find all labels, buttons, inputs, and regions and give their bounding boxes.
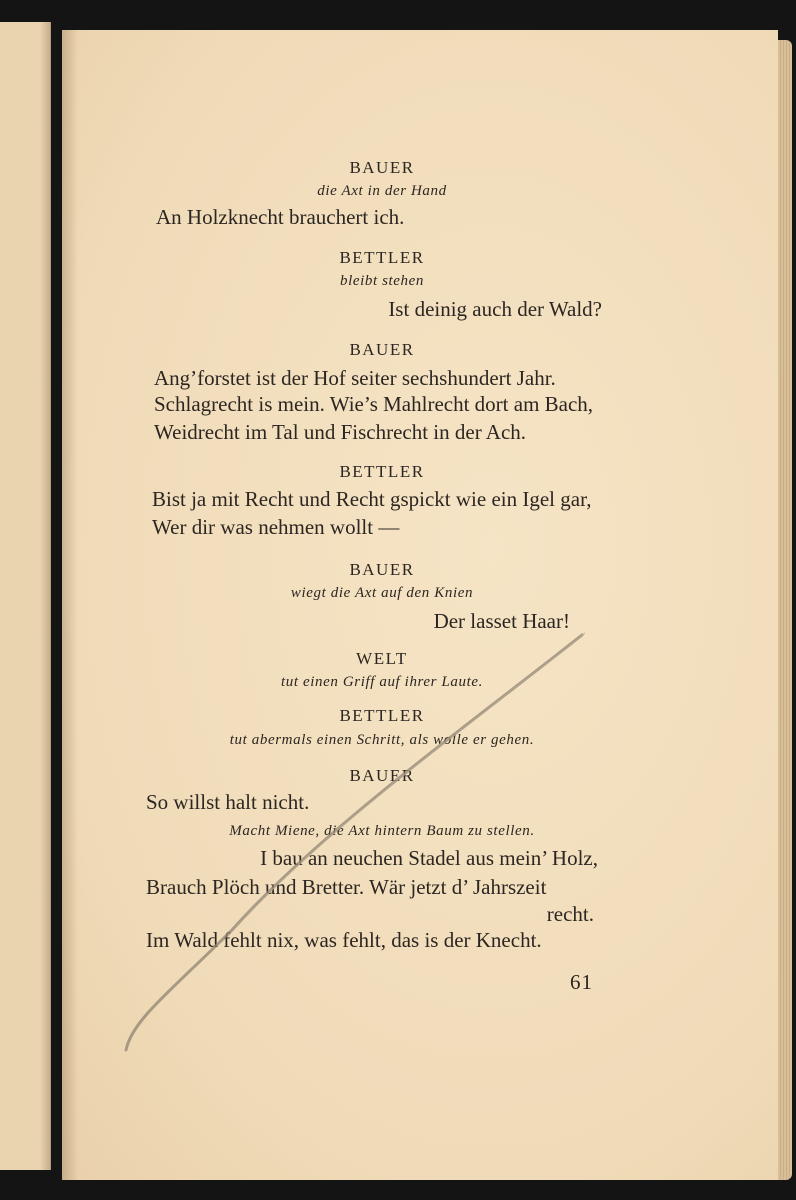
verse-line: Im Wald fehlt nix, was fehlt, das is der Knecht.	[146, 928, 542, 952]
stage-direction: tut abermals einen Schritt, als wolle er gehen.	[229, 732, 535, 748]
verse-line: Wer dir was nehmen wollt —	[152, 515, 400, 539]
stage-direction: wiegt die Axt auf den Knien	[290, 585, 474, 601]
speaker-name: WELT	[356, 649, 408, 668]
left-page-edge	[0, 22, 51, 1170]
stage-direction: tut einen Griff auf ihrer Laute.	[281, 674, 483, 690]
verse-line: An Holzknecht brauchert ich.	[156, 205, 405, 229]
verse-line: Ang’forstet ist der Hof seiter sechshundert Jahr.	[154, 366, 556, 390]
speaker-name: BAUER	[349, 766, 415, 785]
stage-direction: Macht Miene, die Axt hintern Baum zu stellen.	[229, 823, 535, 839]
book-page	[62, 30, 778, 1180]
verse-line: recht.	[546, 902, 594, 926]
verse-line: Weidrecht im Tal und Fischrecht in der Ach.	[154, 420, 527, 444]
verse-line: Brauch Plöch und Bretter. Wär jetzt d’ Jahrszeit	[146, 875, 547, 899]
speaker-name: BETTLER	[339, 462, 425, 481]
gutter-shadow	[62, 30, 78, 1180]
speaker-name: BETTLER	[339, 248, 425, 267]
verse-line: Bist ja mit Recht und Recht gspickt wie ein Igel gar,	[152, 487, 592, 511]
speaker-name: BAUER	[349, 158, 415, 177]
speaker-name: BAUER	[349, 560, 415, 579]
verse-line: So willst halt nicht.	[146, 790, 310, 814]
speaker-name: BETTLER	[339, 706, 425, 725]
stage-direction: bleibt stehen	[339, 273, 425, 289]
speaker-name: BAUER	[349, 340, 415, 359]
stage-direction: die Axt in der Hand	[317, 183, 447, 199]
page-number: 61	[570, 970, 593, 994]
verse-line: Der lasset Haar!	[433, 609, 570, 633]
verse-line: I bau an neuchen Stadel aus mein’ Holz,	[260, 846, 598, 870]
verse-line: Schlagrecht is mein. Wie’s Mahlrecht dort am Bach,	[154, 392, 594, 416]
verse-line: Ist deinig auch der Wald?	[388, 297, 602, 321]
pencil-stroke	[62, 30, 778, 1180]
